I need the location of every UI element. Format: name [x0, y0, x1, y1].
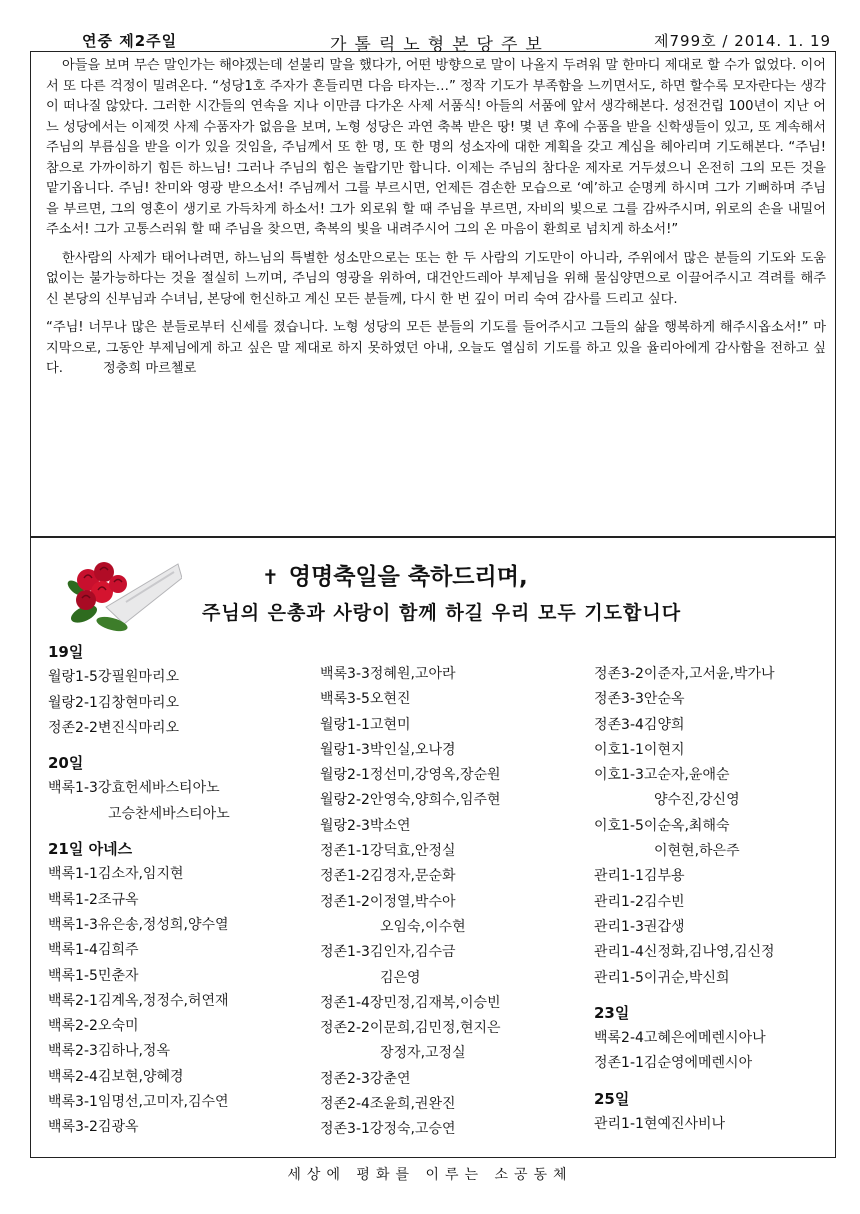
bulletin-title: 가톨릭노형본당주보: [330, 35, 550, 55]
list-item: 관리1-2김수빈: [594, 893, 685, 910]
list-item: 월랑2-3박소연: [320, 817, 411, 834]
letter-paragraph-3: [46, 318, 826, 380]
day-heading-20: 20일: [48, 754, 84, 773]
list-item: 백록1-4김희주: [48, 942, 139, 959]
letter-signature: 정충희 마르첼로: [102, 361, 197, 376]
list-item: 정존1-2이정열,박수아: [320, 893, 456, 910]
list-item: 월랑2-1정선미,강영옥,장순원: [320, 767, 501, 784]
list-item: 이호1-5이순옥,최해숙: [594, 817, 730, 834]
list-item: 정존1-2김경자,문순화: [320, 868, 456, 885]
list-item: 관리1-4신정화,김나영,김신정: [594, 944, 775, 961]
list-item: 관리1-5이귀순,박신희: [594, 969, 730, 986]
list-item: 월랑2-1김창현마리오: [48, 694, 180, 711]
name-column-2: [320, 662, 501, 1143]
list-item-continuation: 장정자,고정실: [380, 1045, 466, 1062]
list-item: 월랑2-2안영숙,양희수,임주현: [320, 792, 501, 809]
list-item: 백록1-3유은송,정성희,양수열: [48, 916, 229, 933]
list-item: 백록3-5오현진: [320, 691, 411, 708]
name-column-3: [594, 662, 775, 1137]
list-item-continuation: 고승찬세바스티아노: [108, 805, 230, 822]
list-item: 백록2-4김보현,양혜경: [48, 1068, 184, 1085]
list-item: 백록2-3김하나,정옥: [48, 1043, 170, 1060]
list-item: 정존3-2이준자,고서윤,박가나: [594, 666, 775, 682]
list-item: 이호1-1이현지: [594, 741, 685, 758]
day-heading-23: 23일: [594, 1003, 630, 1022]
list-item: 정존3-3안순옥: [594, 691, 685, 708]
day-heading-19: 19일: [48, 643, 84, 661]
list-item: 정존2-4조윤희,권완진: [320, 1096, 456, 1113]
cross-icon: ✝: [262, 565, 279, 589]
list-item: 관리1-1현예진사비나: [594, 1116, 726, 1133]
day-heading-25: 25일: [594, 1089, 630, 1108]
list-item: 백록3-1임명선,고미자,김수연: [48, 1094, 229, 1111]
issue-number-date: 제799호 / 2014. 1. 19: [654, 32, 832, 50]
feast-subtitle: 주님의 은총과 사랑이 함께 하길 우리 모두 기도합니다: [202, 602, 682, 624]
list-item: 백록1-2조규옥: [48, 891, 139, 908]
list-item: 정존3-4김양희: [594, 716, 685, 733]
day-heading-21: 21일 아네스: [48, 840, 133, 859]
list-item: 정존1-1강덕효,안정실: [320, 843, 456, 860]
list-item: 관리1-1김부용: [594, 868, 685, 885]
list-item: 관리1-3권갑생: [594, 918, 685, 935]
rose-bouquet-icon: [66, 552, 182, 638]
feast-title: [262, 558, 528, 591]
list-item: 정존2-2이문희,김민정,현지은: [320, 1020, 501, 1037]
list-item: 이호1-3고순자,윤애순: [594, 767, 730, 784]
bulletin-footer-motto: 세상에 평화를 이루는 소공동체: [287, 1167, 573, 1183]
list-item: 월랑1-5강필원마리오: [48, 669, 180, 686]
list-item: 월랑1-1고현미: [320, 716, 411, 733]
letter-paragraph-2: 한사람의 사제가 태어나려면, 하느님의 특별한 성소만으로는 또는 한 두 사람의 기도만이 아니라, 주위에서 많은 분들의 기도와 도움 없이는 불가능하다는 것을 절실히 느끼며, 주님의 영광을 위하여, 대건안드레아 부제님을 위해 물심양면으로 이끌어주시고 격려를 해주신 본당의 신부님과 수녀님, 본당에 헌신하고 계신 모든 분들께, 다시 한 번 깊이 머리 숙여 감사를 드리고 싶다.: [46, 250, 826, 307]
list-item-continuation: 양수진,강신영: [654, 792, 740, 809]
list-item-continuation: 김은영: [380, 969, 421, 986]
list-item-continuation: 이현현,하은주: [654, 843, 740, 860]
list-item: 정존1-1김순영에메렌시아: [594, 1055, 753, 1072]
list-item: 월랑1-3박인실,오나경: [320, 741, 456, 758]
list-item: 백록1-3강효헌세바스티아노: [48, 780, 220, 797]
list-item: 정존1-4장민정,김재복,이승빈: [320, 994, 501, 1011]
list-item: 백록3-3정혜원,고아라: [320, 666, 456, 682]
list-item: 백록2-4고혜은에메렌시아나: [594, 1030, 766, 1047]
list-item: 정존2-2변진식마리오: [48, 719, 180, 736]
section-divider: [30, 536, 836, 538]
list-item: 정존2-3강춘연: [320, 1070, 411, 1087]
list-item: 백록2-1김계옥,정정수,허연재: [48, 992, 229, 1009]
feast-title-text: 영명축일을 축하드리며,: [288, 564, 528, 590]
name-column-1: [48, 640, 230, 1141]
list-item-continuation: 오임숙,이수현: [380, 918, 466, 935]
letter-article: [46, 56, 826, 388]
liturgical-week: 연중 제2주일: [82, 32, 178, 50]
list-item: 정존1-3김인자,김수금: [320, 944, 456, 961]
letter-paragraph-1: 아들을 보며 무슨 말인가는 해야겠는데 섣불리 말을 했다가, 어떤 방향으로 말이 나올지 두려워 말 한마디 제대로 할 수가 없었다. 이어서 또 다른 걱정이 밀려온다. “성당1호 주자가 흔들리면 다음 타자는…” 정작 기도가 부족함을 느끼면서도, 하면 할수록 모자란다는 생각이 떠나질 않았다. 그러한 시간들의 연속을 지나 이만큼 다가온 사제 서품식! 아들의 서품에 앞서 생각해본다. 성전건립 100년이 지난 어느 성당에서는 이제껏 사제 수품자가 없음을 보며, 노형 성당은 과연 축복 받은 땅! 몇 년 후에 수품을 받을 신학생들이 있고, 또 계속해서 주님의 부름심을 받을 이가 있을 것임을, 주님께서 또 한 명, 또 한 명의 성소자에 대한 계획을 갖고 계심을 헤아리며 기도해본다. “주님! 참으로 가까이하기 힘든 하느님! 그러나 주님의 힘은 놀랍기만 합니다. 이제는 주님의 참다운 제자로 거두셨으니 온전히 그의 모든 것을 맡기옵니다. 주님! 찬미와 영광 받으소서! 주님께서 그를 부르시면, 언제든 겸손한 모습으로 ‘예’하고 순명케 하시며 그가 기뻐하며 주님을 부르면, 그의 영혼이 생기로 가득차게 하소서! 그가 외로워 할 때 주님을 부르면, 자비의 빛으로 그를 감싸주시며, 위로의 손을 내밀어 주소서! 그가 고통스러워 할 때 주님을 찾으면, 축복의 빛을 내려주시어 그의 온 마음이 환희로 넘치게 하소서!”: [46, 58, 826, 237]
list-item: 백록2-2오숙미: [48, 1018, 139, 1035]
list-item: 백록1-1김소자,임지현: [48, 866, 184, 883]
list-item: 백록1-5민춘자: [48, 967, 139, 984]
letter-paragraph-3-text: “주님! 너무나 많은 분들로부터 신세를 졌습니다. 노형 성당의 모든 분들의 기도를 들어주시고 그들의 삶을 행복하게 해주시옵소서!” 마지막으로, 그동안 부제님에게 하고 싶은 말 제대로 하지 못하였던 아내, 오늘도 열심히 기도를 하고 있을 율리아에게 감사함을 전하고 싶다.: [46, 320, 826, 376]
list-item: 정존3-1강정숙,고승연: [320, 1121, 456, 1138]
list-item: 백록3-2김광옥: [48, 1119, 139, 1136]
